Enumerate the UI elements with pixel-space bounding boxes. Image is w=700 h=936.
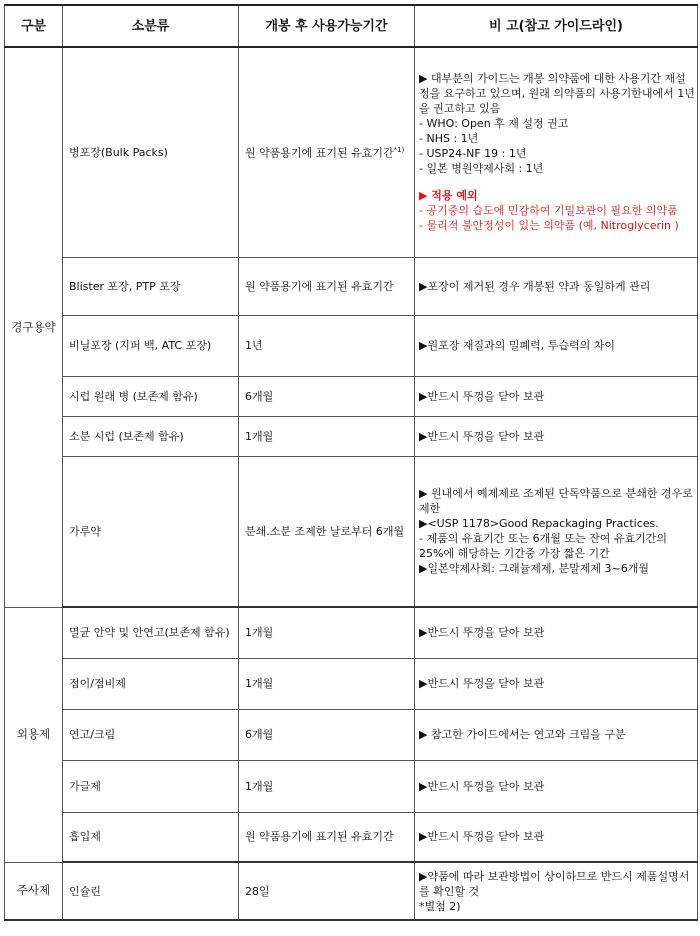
remark-line: ▶일본약제사회: 그래뉼제제, 분말제제 3~6개월: [419, 562, 650, 576]
remark-line: - WHO: Open 후 재 설정 권고: [419, 117, 569, 131]
table-row: [5, 760, 698, 812]
period-cell: 원 약품용기에 표기된 유효기간: [239, 257, 415, 315]
table-row: [5, 47, 698, 257]
remark-line: 제한: [419, 502, 441, 516]
remark-line: 를 확인할 것: [419, 884, 480, 898]
subcategory-cell: 시럽 원래 병 (보존제 함유): [63, 376, 239, 416]
category-injection: 주사제: [5, 862, 63, 920]
table-header-row: [5, 5, 698, 47]
period-cell: 1개월: [239, 760, 415, 812]
period-cell: 1개월: [239, 416, 415, 456]
subcategory-cell: 멸균 안약 및 안연고(보존제 함유): [63, 607, 239, 658]
table-row: [5, 257, 698, 315]
table-row: [5, 315, 698, 376]
subcategory-cell: 점이/점비제: [63, 658, 239, 709]
exception-line: - 물리적 불안정성이 있는 의약품 (예, Nitroglycerin ): [419, 219, 679, 233]
period-cell: [239, 47, 415, 257]
remark-line: ▶ 원내에서 예제제로 조제된 단독약품으로 분쇄한 경우로: [419, 487, 693, 501]
table-row: [5, 812, 698, 862]
period-text: 원 약품용기에 표기된 유효기간: [245, 147, 394, 161]
table-row: [5, 658, 698, 709]
header-category: 구분: [5, 5, 63, 47]
period-cell: 원 약품용기에 표기된 유효기간: [239, 812, 415, 862]
header-subcategory: 소분류: [63, 5, 239, 47]
subcategory-cell: Blister 포장, PTP 포장: [63, 257, 239, 315]
header-usable-period: 개봉 후 사용가능기간: [239, 5, 415, 47]
period-cell: 6개월: [239, 376, 415, 416]
subcategory-cell: 연고/크림: [63, 709, 239, 760]
subcategory-cell: 가루약: [63, 456, 239, 607]
subcategory-cell: 병포장(Bulk Packs): [63, 47, 239, 257]
period-cell: 6개월: [239, 709, 415, 760]
subcategory-cell: 비닐포장 (지퍼 백, ATC 포장): [63, 315, 239, 376]
period-cell: 분쇄.소분 조제한 날로부터 6개월: [239, 456, 415, 607]
remark-line: 을 권고하고 있음: [419, 102, 501, 116]
period-cell: 1개월: [239, 658, 415, 709]
exception-line: - 공기중의 습도에 민감하여 기밀보관이 필요한 의약품: [419, 204, 678, 218]
remarks-cell: ▶ 참고한 가이드에서는 연고와 크림을 구분: [415, 709, 698, 760]
remarks-cell: ▶반드시 뚜껑을 닫아 보관: [415, 416, 698, 456]
remarks-cell: [415, 47, 698, 257]
remark-line: ▶약품에 따라 보관방법이 상이하므로 반드시 제품설명서: [419, 869, 690, 883]
table-row: [5, 376, 698, 416]
remark-line: 25%에 해당하는 기간중 가장 짧은 기간: [419, 547, 610, 561]
remark-line: - USP24-NF 19 : 1년: [419, 147, 527, 161]
remark-line: - 일본 병원약제사회 : 1년: [419, 162, 544, 176]
footnote-mark: *1): [393, 146, 405, 155]
remarks-cell: ▶반드시 뚜껑을 닫아 보관: [415, 658, 698, 709]
table-row: [5, 607, 698, 658]
remarks-cell: ▶반드시 뚜껑을 닫아 보관: [415, 812, 698, 862]
guideline-table: [4, 4, 698, 921]
period-cell: 28일: [239, 862, 415, 920]
subcategory-cell: 가글제: [63, 760, 239, 812]
remark-line: - NHS : 1년: [419, 132, 479, 146]
exception-heading: ▶ 적용 예외: [419, 189, 478, 203]
guideline-table-wrapper: [4, 4, 697, 921]
subcategory-cell: 소분 시럽 (보존제 함유): [63, 416, 239, 456]
header-remarks: 비 고(참고 가이드라인): [415, 5, 698, 47]
period-cell: 1개월: [239, 607, 415, 658]
category-oral: 경구용약: [5, 47, 63, 607]
table-row: [5, 416, 698, 456]
remarks-cell: [415, 456, 698, 607]
category-external: 외용제: [5, 607, 63, 862]
table-row: [5, 709, 698, 760]
period-cell: 1년: [239, 315, 415, 376]
remarks-cell: ▶원포장 재질과의 밀폐력, 투습력의 차이: [415, 315, 698, 376]
remarks-cell: ▶포장이 제거된 경우 개봉된 약과 동일하게 관리: [415, 257, 698, 315]
remarks-cell: ▶반드시 뚜껑을 닫아 보관: [415, 760, 698, 812]
remark-line: - 제품의 유효기간 또는 6개월 또는 잔여 유효기간의: [419, 532, 667, 546]
remark-line: ▶<USP 1178>Good Repackaging Practices.: [419, 517, 659, 531]
subcategory-cell: 인슐린: [63, 862, 239, 920]
remark-line: ▶ 대부분의 가이드는 개봉 의약품에 대한 사용기간 재설: [419, 72, 686, 86]
subcategory-cell: 흡입제: [63, 812, 239, 862]
remarks-cell: ▶반드시 뚜껑을 닫아 보관: [415, 607, 698, 658]
remark-line: 정을 요구하고 있으며, 원래 의약품의 사용기한내에서 1년: [419, 87, 695, 101]
remarks-cell: [415, 862, 698, 920]
remark-line: *별첨 2): [419, 899, 461, 913]
table-row: [5, 862, 698, 920]
remarks-cell: ▶반드시 뚜껑을 닫아 보관: [415, 376, 698, 416]
table-row: [5, 456, 698, 607]
